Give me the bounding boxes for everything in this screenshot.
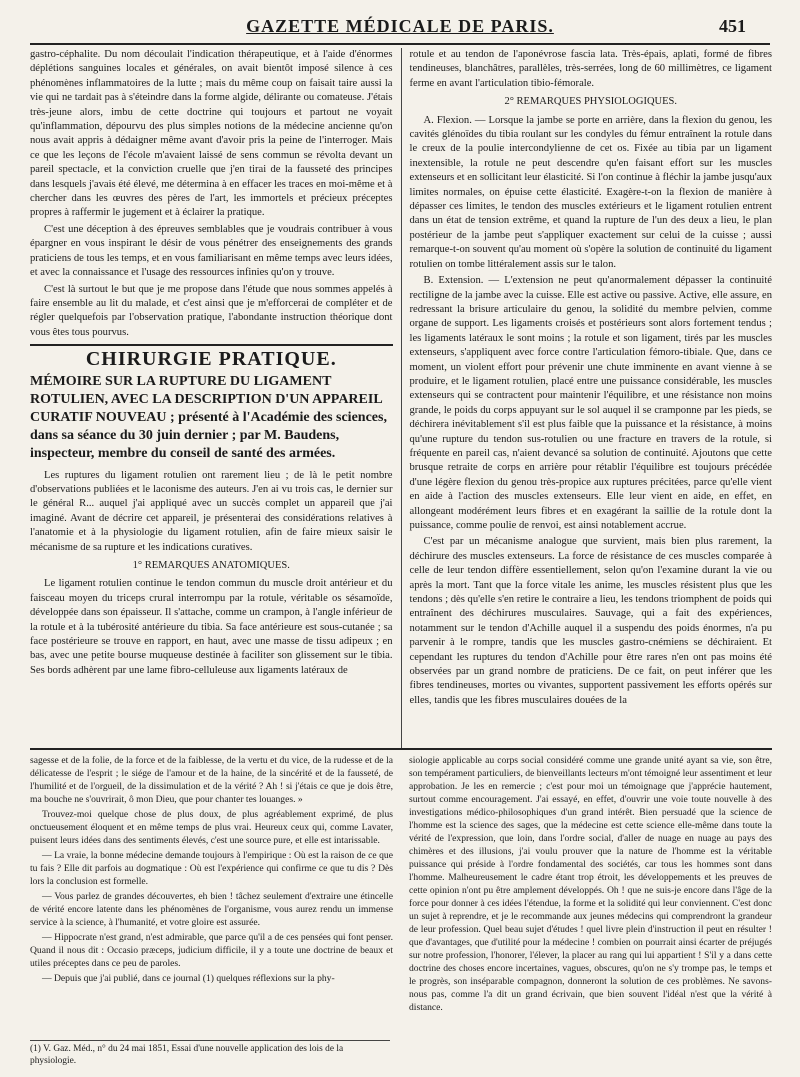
feuilleton-paragraph: Trouvez-moi quelque chose de plus doux, de plus agréablement exprimé, de plus onctueusement éloquent et en même temps de plus vrai. Heureux ceux qui, comme Lavater, puisent leurs idées dans des sentiments élevés, c'est une source pure, et elle est intarissable. [30, 809, 393, 846]
anatomy-text: Le ligament rotulien continue le tendon commun du muscle droit antérieur et du faisceau moyen du triceps crural interrompu par la rotule, véritable os sésamoïde, développée dans son épaisseur. Il s'attache, comme un crampon, à l'angle inférieur de la rotule et à la tubérosité antérieure du tibia. Sa face antérieure est sous-cutanée ; sa face postérieure se trouve en rapport, en haut, avec une masse de tissu adipeux ; en bas, avec une petite bourse muqueuse destinée à faciliter son glissement sur le tibia. Ses bords adhèrent par une lame fibro-celluleuse aux ligaments latéraux de [30, 578, 393, 676]
memoir-intro: Les ruptures du ligament rotulien ont rarement lieu ; de là le petit nombre d'observations publiées et le laconisme des auteurs. J'en ai vu trois cas, le dernier sur le général R... auquel j'ai appliqué avec un succès complet un appareil que j'ai imaginé. Avant de décrire cet appareil, je présenterai des considérations relatives à l'anatomie et à la physiologie du ligament rotulien, afin de faire mieux saisir le mécanisme de sa rupture et les indications curatives. [30, 469, 393, 553]
section-title: CHIRURGIE PRATIQUE. [85, 348, 337, 371]
header-rule [30, 43, 770, 45]
flexion-paragraph: A. Flexion. — Lorsque la jambe se porte en arrière, dans la flexion du genou, les cavités glénoïdes du tibia roulant sur les condyles du fémur entraînent la rotule dans le creux de la poulie intercondylienne de cet os. Fixée au tibia par un ligament inextensible, la rotule ne peut descendre qu'en faisant effort sur les muscles extenseurs et en sollicitant leur élasticité. Si l'on continue à fléchir la jambe jusqu'aux limites normales, on épuise cette élasticité. Exagère-t-on la flexion de manière à dépasser ces limites, le tendon des muscles extérieurs et le ligament rotulien entrent dans un état de tension extrême, et quand la rupture de l'un des deux a lieu, le plan postérieur de la jambe peut s'appliquer exactement sur celui de la cuisse ; aussi remarque-t-on souvent qu'au moment où s'opère la solution de continuité du ligament rotulien on tombe littéralement assis sur le talon. [409, 114, 772, 270]
feuilleton-paragraph: — La vraie, la bonne médecine demande toujours à l'empirique : Où est la raison de ce que tu fais ? Elle dit parfois au dogmatique : Où est l'expérience qui confirme ce que tu dis ? Dès lors la conclusion est formelle. [30, 850, 393, 887]
page-header [24, 0, 776, 44]
feuilleton-paragraph: — Vous parlez de grandes découvertes, eh bien ! tâchez seulement d'extraire une étincelle de vérité encore latente dans les phénomènes de l'organisme, vous aurez rendu un immense service à la science, à l'humanité, et votre gloire est assurée. [30, 891, 393, 928]
continuation-text: rotule et au tendon de l'aponévrose fascia lata. Très-épais, aplati, formé de fibres tendineuses, blanchâtres, parallèles, très-serrées, long de 60 millimètres, ce ligament ferme en avant l'articulation tibio-fémorale. [409, 49, 772, 89]
footnote: (1) V. Gaz. Méd., n° du 24 mai 1851, Essai d'une nouvelle application des lois de la physiologie. [30, 1040, 390, 1067]
feuilleton-right-column [401, 754, 772, 1044]
section-divider [30, 344, 393, 346]
feuilleton-paragraph: sagesse et de la folie, de la force et de la faiblesse, de la vertu et du vice, de la rudesse et de la délicatesse de l'esprit ; le siége de l'amour et de la haine, de la sincérité et de la fausseté, de l'humilité et de l'orgueil, de la dissimulation et de la vérité ? Ah ! si j'étais ce que je dois être, ma bouche ne s'ouvrirait, ô mon Dieu, que pour chanter tes louanges. » [30, 755, 393, 805]
journal-title: GAZETTE MÉDICALE DE PARIS. [246, 16, 554, 36]
mechanism-paragraph: C'est par un mécanisme analogue que survient, mais bien plus rarement, la déchirure des muscles extenseurs. La force de résistance de ces muscles comparée à celle de leur tendon diffère essentiellement, selon qu'on l'examine durant la vie ou après la mort. Tant que la force vitale les anime, les muscles résistent plus que les tendons ; dès qu'elle s'en retire le contraire a lieu, les tendons triomphent de poids qui entraînent des déchirures musculaires. Sauvage, qui a fait des expériences, notamment sur le tendon d'Achille auquel il a suspendu des poids énormes, n'a pu parvenir à le rompre, tandis que les muscles gastro-cnémiens se déchiraient. Et cependant les ruptures du tendon d'Achille pour être rares n'en ont pas moins été observées par un grand nombre de praticiens. De ce fait, on peut inférer que les fibres tendineuses, mortes ou vivantes, supportent passivement les efforts opérés sur elles, tandis que les fibres musculaires douées de la [409, 536, 772, 706]
intro-paragraph-2: C'est une déception à des épreuves semblables que je voudrais contribuer à vous épargner en vous inspirant le désir de vous pénétrer des enseignements des grands praticiens de tous les temps, et en vous familiarisant en même temps avec leurs idées, et avec la connaissance et l'usage des ressources infinies qu'on y trouve. [30, 223, 393, 279]
main-columns [30, 48, 772, 748]
right-column [401, 48, 773, 748]
feuilleton-paragraph: — Depuis que j'ai publié, dans ce journal (1) quelques réflexions sur la phy- [42, 973, 335, 984]
extension-paragraph: B. Extension. — L'extension ne peut qu'anormalement dépasser la continuité rectiligne de la jambe avec la cuisse. Elle est active ou passive. Active, elle assure, en redressant la brisure articulaire du genou, la solidité du membre pelvien, comme organe de support. Les ligaments croisés et postérieurs sont alors fortement tendus ; les ligaments latéraux le sont moins ; la rotule et son ligament, tirés par les muscles extenseurs, s'appliquent avec force contre l'articulation fémoro-tibiale. Que, dans ce moment, un violent effort pour prévenir une chute imminente en avant vienne à se produire, et le ligament rotulien, placé entre une puissance considérable, les muscles extenseurs qui se contractent pour maintenir l'équilibre, et une résistance non moins grande, le poids du corps appuyant sur le sol auquel il se cramponne par les pieds, se déchirera inévitablement s'il est plus faible que la puissance et la résistance, à moins qu'une rupture du tendon sus-rotulien ou une fracture en travers de la rotule, si fréquente en pareil cas, n'aient devancé sa solution de continuité. Ajoutons que cette brusque retraite de corps en arrière pour rétablir l'équilibre est toujours précédée d'une légère flexion du genou très-propice aux ruptures précitées, parce qu'elle vient en aide à l'action des muscles extenseurs. Elle leur vient en aide, en effet, en allongeant modérément leurs fibres et en exagérant la saillie de la rotule dont la puissance, comme poulie de renvoi, est ainsi notablement accrue. [409, 275, 772, 531]
page-number: 451 [719, 16, 746, 36]
feuilleton-divider [30, 748, 772, 750]
memoir-heading: MÉMOIRE SUR LA RUPTURE DU LIGAMENT ROTULIEN, AVEC LA DESCRIPTION D'UN APPAREIL CURATIF NOUVEAU ; présenté à l'Académie des sciences, dans sa séance du 30 juin dernier ; par M. Baudens, inspecteur, membre du conseil de santé des armées. [30, 373, 387, 461]
subhead-physiology: 2° REMARQUES PHYSIOLOGIQUES. [504, 96, 677, 108]
feuilleton-paragraph: — Hippocrate n'est grand, n'est admirable, que parce qu'il a de ces pensées qui font penser. Quand il nous dit : Occasio præceps, judicium difficile, il y a toute une doctrine de beaux et utiles préceptes dans ce peu de paroles. [30, 932, 393, 969]
intro-paragraph-1: gastro-céphalite. Du nom découlait l'indication thérapeutique, et à l'aide d'énormes déplétions sanguines locales et générales, on avait bientôt imposé silence à ces phénomènes inflammatoires de la lutte ; mais du même coup on faisait taire aussi la vie qui ne tardait pas à s'éteindre dans la forme algide, délirante ou comateuse. J'étais très-jeune alors, imbu de cette doctrine qui toujours et partout ne voyait qu'inflammation, dépourvu des plus simples notions de la médecine ancienne qu'on nous avait appris à dédaigner même avant d'avoir pris la peine de l'interroger. Mais ce que les leçons de l'école m'avaient laissé de sens commun se révolta devant un pareil spectacle, et la conviction cruelle que j'en tirai de la fausseté des principes dans lesquels j'avais été élevé, me détermina à en effacer les traces en moi-même et à chercher dans les œuvres des pères de l'art, les immortels et précieux préceptes propres à raffermir le jugement et à éclairer la pratique. [30, 49, 393, 219]
intro-paragraph-3: C'est là surtout le but que je me propose dans l'étude que nous sommes appelés à faire ensemble au lit du malade, et c'est ainsi que je m'efforcerai de compléter et de régler quelquefois par l'observation pratique, l'abondante instruction théorique dont vous êtes tous pourvus. [30, 283, 393, 338]
feuilleton-paragraph: siologie applicable au corps social considéré comme une grande unité ayant sa vie, son être, son tempérament particuliers, de bienveillants lecteurs m'ont témoigné leur assentiment et leur approbation. Je les en remercie ; c'est pour moi un témoignage que j'apprécie hautement, surtout comme encouragement. J'ai essayé, en effet, d'ouvrir une voie toute nouvelle à des investigations médico-philosophiques d'un grand intérêt. Bien persuadé que la science de l'homme est la science des sages, que la médecine est cette science elle-même dans toute la vérité de l'expression, que loin, dans l'ordre social, d'aller de nuage en nuage au pays des chimères et des illusions, j'ai voulu prouver que la nature de l'homme est la véritable puissance qui préside à l'ordre fondamental des sociétés, car tous les hommes sont dans l'homme. Malheureusement le cadre étant trop étroit, les développements et les preuves de cette opinion n'ont pu être amplement développés. Oh ! que ne suis-je encore dans l'âge de la force pour donner à ces idées l'étendue, la forme et la solidité qui leur conviennent. C'est donc un sujet à reprendre, et je le recommande aux jeunes médecins qui comprendront la grandeur de leur profession. Quel beau sujet d'études ! quel livre plein d'instruction il peut en résulter ! que d'avantages, que d'utilité pour la médecine ! combien on pourrait ainsi écarter de préjugés sur notre profession, l'honorer, l'élever, la placer au rang qui lui appartient ! S'il y a dans cette doctrine des choses encore incertaines, vagues, obscures, qu'on ne s'y trompe pas, le temps et le progrès, son inséparable compagnon, donneront la solution de ces problèmes. Ne savons-nous pas, comme l'a dit un grand écrivain, que bien souvent l'idéal n'est que la vérité à distance. [409, 755, 772, 1013]
feuilleton-columns [30, 754, 772, 1044]
feuilleton-left-column [30, 754, 401, 1044]
left-column [30, 48, 401, 748]
subhead-anatomy: 1° REMARQUES ANATOMIQUES. [132, 559, 290, 571]
